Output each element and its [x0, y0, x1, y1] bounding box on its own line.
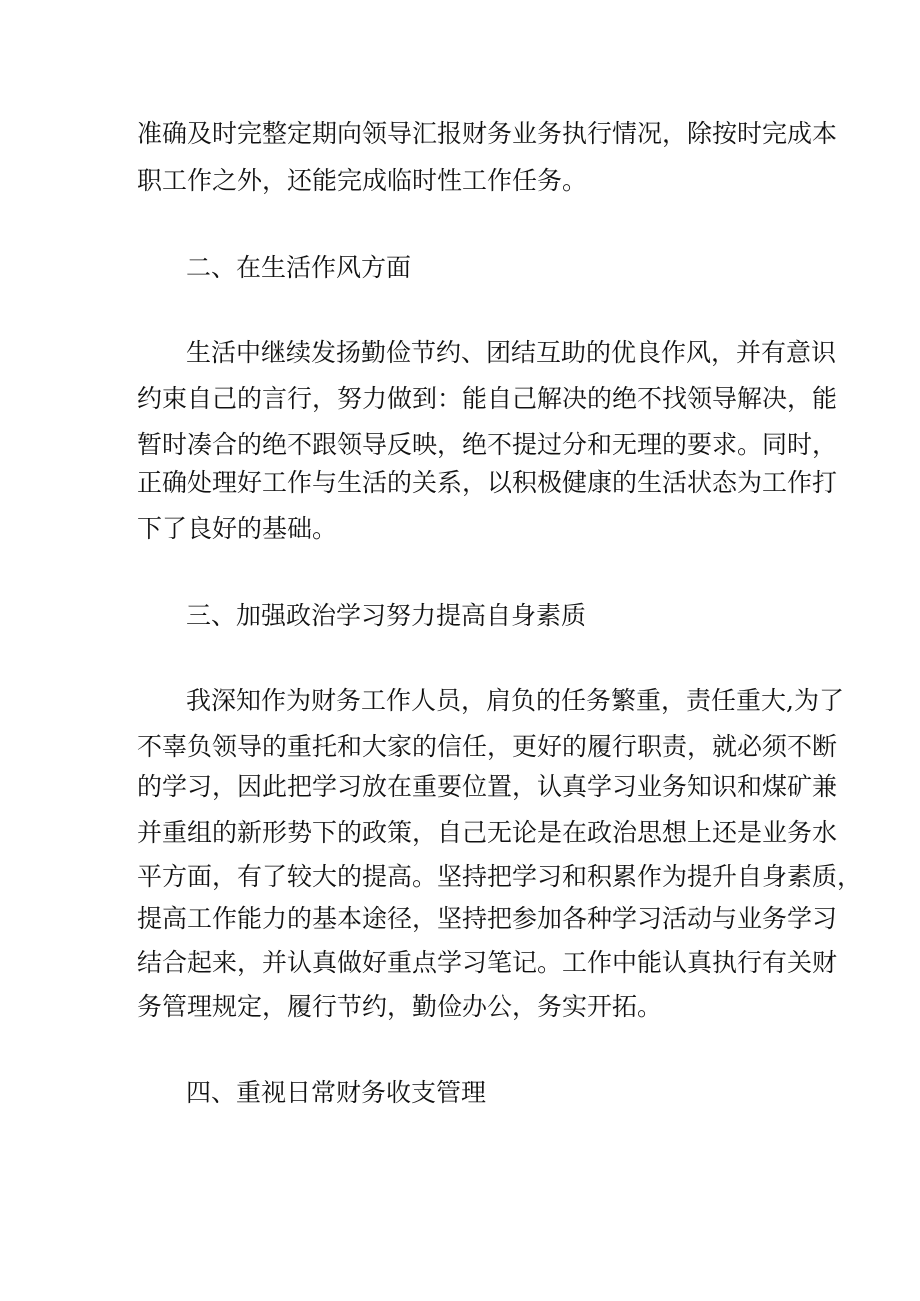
paragraph-line: 暂时凑合的绝不跟领导反映，绝不提过分和无理的要求。同时，: [137, 430, 838, 459]
paragraph-line: 不辜负领导的重托和大家的信任，更好的履行职责，就必须不断: [137, 732, 838, 761]
paragraph-line: 提高工作能力的基本途径，坚持把参加各种学习活动与业务学习: [137, 904, 838, 933]
paragraph-line: 正确处理好工作与生活的关系，以积极健康的生活状态为工作打: [137, 468, 838, 497]
paragraph-line: 职工作之外，还能完成临时性工作任务。: [137, 166, 588, 195]
section-heading-4: 四、重视日常财务收支管理: [186, 1078, 487, 1107]
paragraph-line: 并重组的新形势下的政策，自己无论是在政治思想上还是业务水: [137, 818, 838, 847]
paragraph-line: 的学习，因此把学习放在重要位置，认真学习业务知识和煤矿兼: [137, 772, 838, 801]
paragraph-line: 下了良好的基础。: [137, 514, 338, 543]
paragraph-line: 平方面，有了较大的提高。坚持把学习和积累作为提升自身素质，: [137, 862, 863, 891]
paragraph-line: 结合起来，并认真做好重点学习笔记。工作中能认真执行有关财: [137, 948, 838, 977]
paragraph-line: 生活中继续发扬勤俭节约、团结互助的优良作风，并有意识: [186, 338, 837, 367]
paragraph-line: 务管理规定，履行节约，勤俭办公，务实开拓。: [137, 992, 663, 1021]
section-heading-2: 二、在生活作风方面: [186, 253, 412, 282]
section-heading-3: 三、加强政治学习努力提高自身素质: [186, 601, 587, 630]
paragraph-line: 约束自己的言行，努力做到：能自己解决的绝不找领导解决，能: [137, 384, 838, 413]
paragraph-line: 准确及时完整定期向领导汇报财务业务执行情况，除按时完成本: [137, 119, 838, 148]
paragraph-line: 我深知作为财务工作人员，肩负的任务繁重，责任重大,为了: [186, 686, 844, 715]
